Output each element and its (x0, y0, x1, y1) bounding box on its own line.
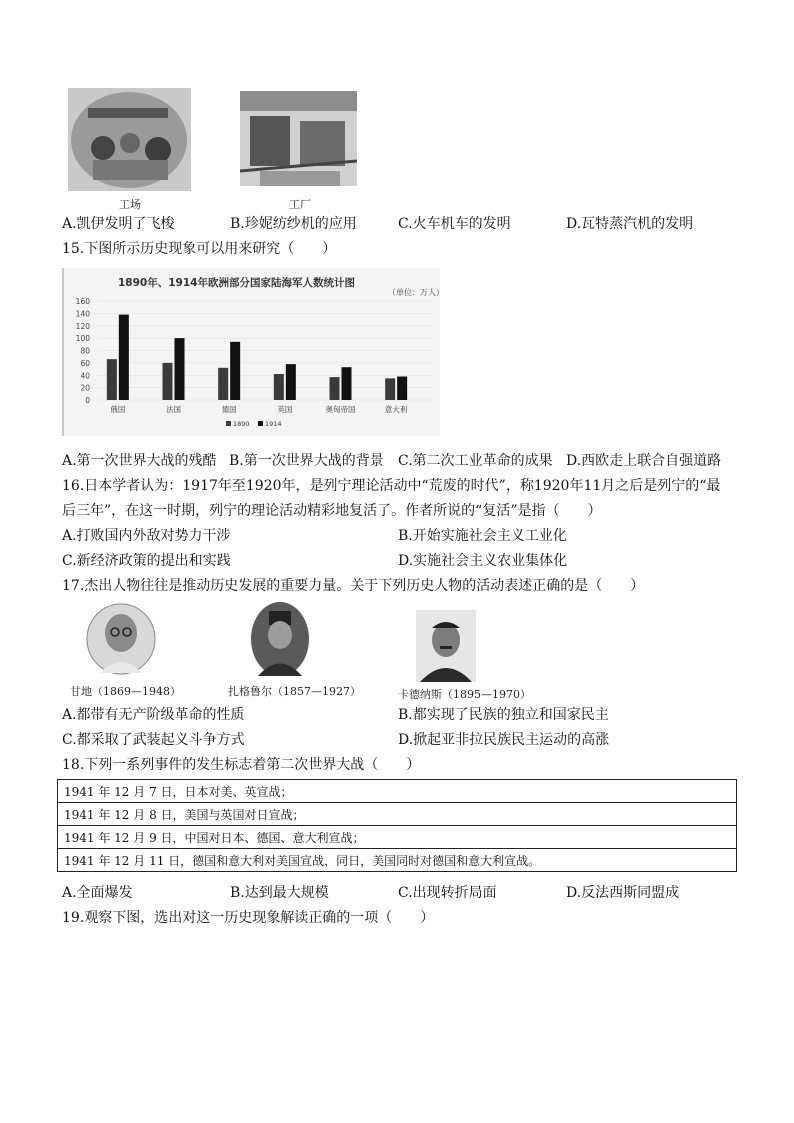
table-row (58, 780, 737, 803)
event-cell: 1941 年 12 月 11 日，德国和意大利对美国宣战，同日，美国同时对德国和意大利宣战。 (58, 849, 737, 872)
bar-1890-法国 (163, 363, 173, 400)
legend-label-1914: 1914 (265, 420, 282, 428)
q16-option-a: A.打败国内外敌对势力干涉 (62, 528, 231, 544)
q16-stem-line2: 后三年”，在这一时期，列宁的理论活动精彩地复活了。作者所说的“复活”是指（ ） (62, 503, 602, 519)
q15-stem: 15.下图所示历史现象可以用来研究（ ） (62, 241, 337, 257)
q16-option-b: B.开始实施社会主义工业化 (398, 528, 567, 544)
q15-option-d: D.西欧走上联合自强道路 (566, 453, 722, 469)
q15-option-a: A.第一次世界大战的残酷 (62, 453, 217, 469)
y-tick-label: 120 (75, 321, 90, 331)
bar-1890-英国 (274, 374, 284, 400)
table-row (58, 826, 737, 849)
zaghloul-portrait-drawing (250, 601, 310, 678)
y-tick-label: 0 (85, 396, 90, 405)
y-tick-label: 20 (80, 383, 90, 393)
bar-1914-法国 (175, 338, 185, 400)
y-tick-label: 100 (75, 334, 90, 344)
event-cell: 1941 年 12 月 9 日，中国对日本、德国、意大利宣战； (58, 826, 737, 849)
y-tick-label: 140 (75, 309, 90, 319)
workshop-caption: 工场 (119, 198, 141, 211)
event-cell: 1941 年 12 月 7 日，日本对美、英宣战； (58, 780, 737, 803)
bar-1890-俄国 (107, 359, 117, 400)
event-cell: 1941 年 12 月 8 日，美国与英国对日宣战； (58, 803, 737, 826)
bar-1914-英国 (286, 364, 296, 400)
q18-option-a: A.全面爆发 (62, 885, 133, 901)
q18-option-c: C.出现转折局面 (398, 885, 497, 901)
gandhi-portrait-drawing (86, 603, 156, 675)
factory-photo (240, 91, 357, 186)
chart-unit-label: （单位：万人） (388, 288, 440, 297)
cardenas-portrait (416, 610, 476, 682)
q18-option-b: B.达到最大规模 (230, 885, 329, 901)
factory-caption: 工厂 (289, 198, 311, 211)
q17-stem: 17.杰出人物往往是推动历史发展的重要力量。关于下列历史人物的活动表述正确的是（ ） (62, 578, 645, 594)
legend-swatch-1890 (226, 421, 231, 426)
chart-title: 1890年、1914年欧洲部分国家陆海军人数统计图 (118, 277, 355, 289)
q17-option-d: D.掀起亚非拉民族民主运动的高涨 (398, 732, 610, 748)
gandhi-caption: 甘地（1869—1948） (70, 685, 181, 698)
q15-option-b: B.第一次世界大战的背景 (229, 453, 384, 469)
cardenas-portrait-drawing (416, 610, 476, 682)
q15-option-c: C.第二次工业革命的成果 (398, 453, 553, 469)
gandhi-portrait (86, 603, 156, 675)
q16-option-c: C.新经济政策的提出和实践 (62, 553, 231, 569)
q17-option-b: B.都实现了民族的独立和国家民主 (398, 707, 609, 723)
cardenas-caption: 卡德纳斯（1895—1970） (398, 688, 531, 701)
y-tick-label: 40 (80, 371, 90, 381)
bar-1914-奥匈帝国 (342, 367, 352, 400)
q14-option-b: B.珍妮纺纱机的应用 (230, 216, 357, 232)
table-row (58, 803, 737, 826)
q18-option-d: D.反法西斯同盟成 (566, 885, 680, 901)
table-row (58, 849, 737, 872)
x-tick-label: 意大利 (384, 405, 408, 414)
bar-1914-意大利 (397, 376, 407, 400)
x-tick-label: 奥匈帝国 (325, 405, 356, 414)
army-size-chart (62, 268, 440, 436)
x-tick-label: 俄国 (110, 405, 126, 414)
legend-swatch-1914 (258, 421, 263, 426)
bar-1914-俄国 (119, 315, 129, 400)
q14-option-c: C.火车机车的发明 (398, 216, 511, 232)
q14-option-a: A.凯伊发明了飞梭 (62, 216, 175, 232)
bar-1914-德国 (230, 342, 240, 400)
q17-option-a: A.都带有无产阶级革命的性质 (62, 707, 245, 723)
workshop-photo (68, 88, 191, 191)
legend-label-1890: 1890 (233, 420, 250, 428)
q18-stem: 18.下列一系列事件的发生标志着第二次世界大战（ ） (62, 757, 421, 773)
q14-option-d: D.瓦特蒸汽机的发明 (566, 216, 694, 232)
x-tick-label: 德国 (221, 405, 237, 414)
q16-option-d: D.实施社会主义农业集体化 (398, 553, 568, 569)
events-table (57, 779, 737, 872)
zaghloul-portrait (250, 601, 310, 678)
y-tick-label: 160 (75, 297, 90, 306)
bar-1890-意大利 (385, 378, 395, 400)
q19-stem: 19.观察下图，选出对这一历史现象解读正确的一项（ ） (62, 910, 435, 926)
bar-1890-德国 (218, 368, 228, 400)
q16-stem-line1: 16.日本学者认为：1917年至1920年，是列宁理论活动中“荒废的时代”，称1920年11月之后是列宁的“最 (62, 478, 721, 494)
bar-1890-奥匈帝国 (330, 377, 340, 400)
x-tick-label: 法国 (166, 405, 181, 414)
x-tick-label: 英国 (277, 405, 293, 414)
y-tick-label: 60 (80, 358, 90, 368)
y-tick-label: 80 (80, 346, 90, 356)
q17-option-c: C.都采取了武装起义斗争方式 (62, 732, 245, 748)
zaghloul-caption: 扎格鲁尔（1857—1927） (228, 685, 361, 698)
army-size-chart-svg (62, 268, 440, 436)
factory-photo-drawing (240, 91, 357, 186)
workshop-photo-drawing (68, 88, 191, 191)
